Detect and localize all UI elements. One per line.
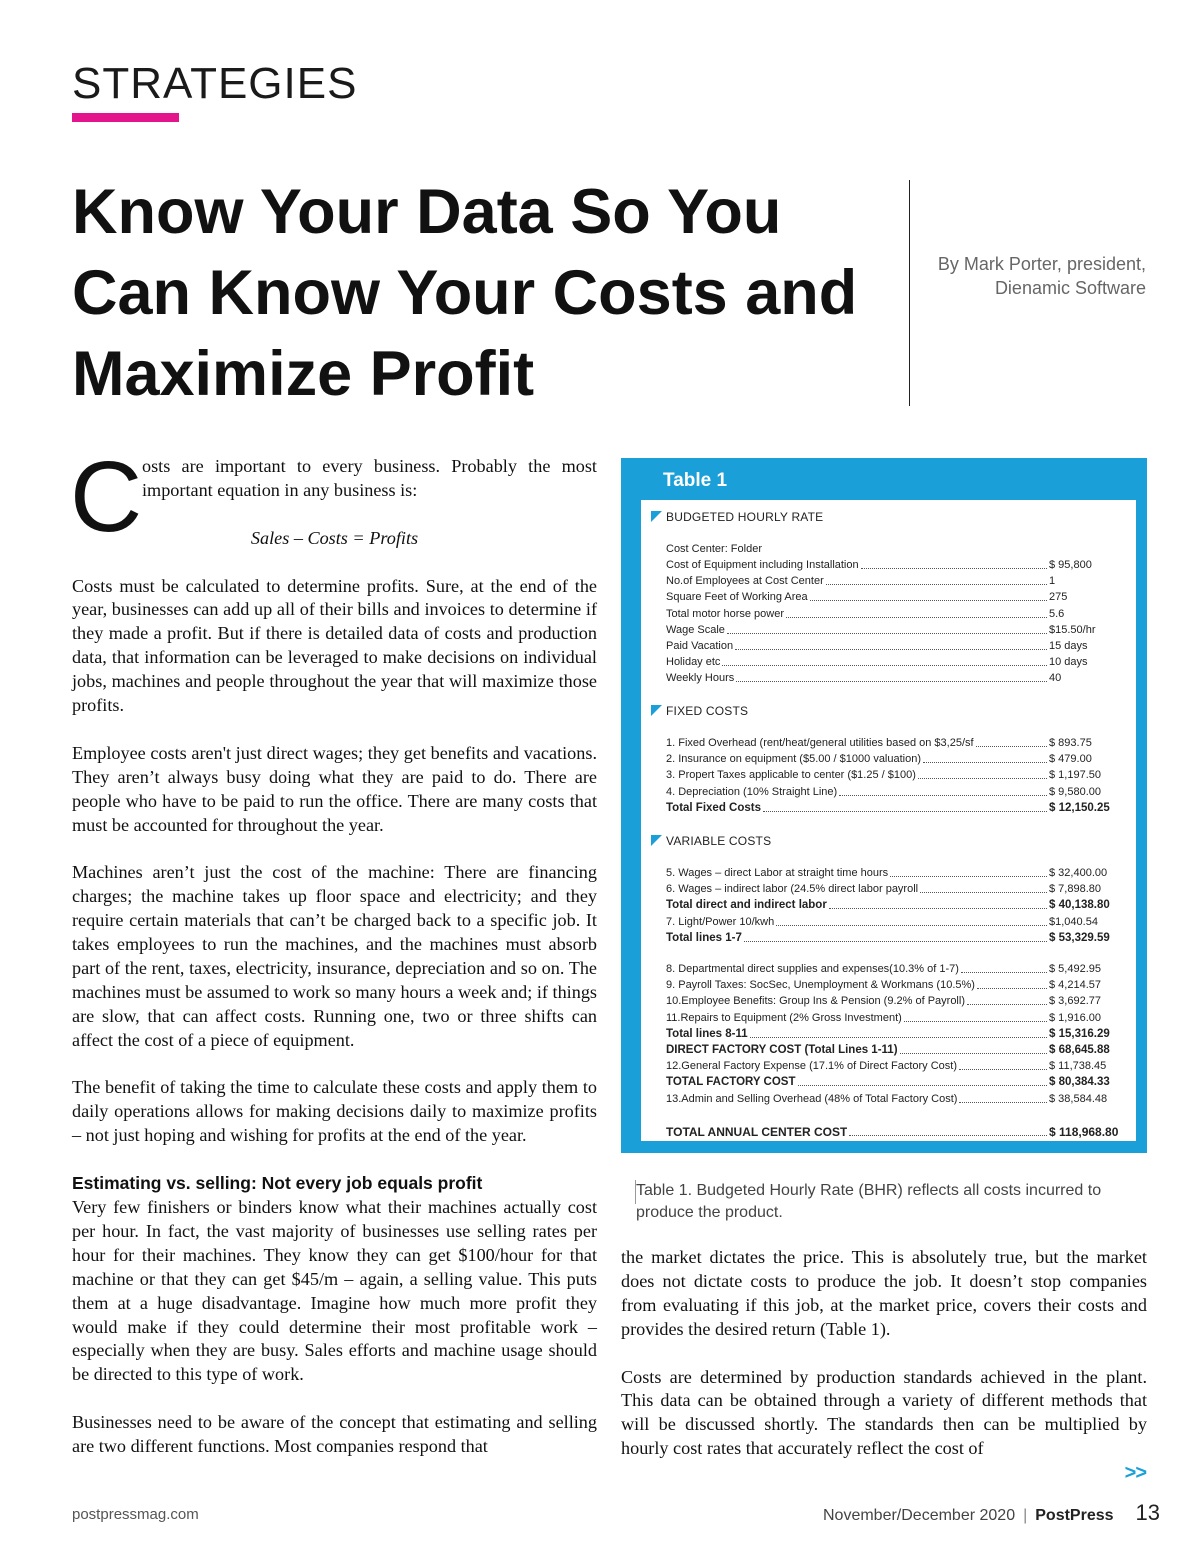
table-row-leader	[977, 978, 1047, 989]
table-row-value: $ 38,584.48	[1049, 1092, 1108, 1105]
intro-text: osts are important to every business. Probably the most important equation in any business is:	[142, 456, 597, 500]
table-row-value: $ 1,197.50	[1049, 769, 1101, 782]
table-row	[666, 801, 1121, 815]
table-row-label: Holiday etc	[666, 656, 721, 669]
table-row	[666, 1027, 1121, 1041]
table-row-leader	[861, 558, 1047, 569]
table-row-value: $ 5,492.95	[1049, 963, 1101, 975]
table-row	[666, 671, 1121, 685]
headline: Know Your Data So You Can Know Your Costs and Maximize Profit	[72, 177, 858, 409]
table-row-label: 6. Wages – indirect labor (24.5% direct labor payroll	[666, 883, 919, 896]
table-row-value: $ 12,150.25	[1049, 801, 1110, 814]
table-row-leader	[826, 574, 1047, 585]
table-row-value: 5.6	[1049, 607, 1065, 620]
table-row	[666, 785, 1121, 799]
table-row-label: 9. Payroll Taxes: SocSec, Unemployment & Workmans (10.5%)	[666, 979, 975, 992]
table-figure	[621, 458, 1147, 1153]
table-row	[666, 866, 1121, 880]
table-row-leader	[776, 915, 1047, 926]
table-row-value: 1	[1049, 575, 1056, 588]
table-row	[666, 574, 1121, 588]
table-row	[666, 1011, 1121, 1025]
subhead: Estimating vs. selling: Not every job equals profit	[72, 1173, 483, 1194]
table-row-label: DIRECT FACTORY COST (Total Lines 1-11)	[666, 1044, 898, 1056]
right-column	[621, 1246, 1147, 1485]
table-row-leader	[798, 1075, 1048, 1086]
table-row-leader	[750, 1027, 1047, 1038]
table-row	[666, 978, 1121, 992]
footer-issue: November/December 2020	[823, 1507, 1016, 1524]
table-row-leader	[849, 1125, 1047, 1136]
table-row-label: 10.Employee Benefits: Group Ins & Pension (9.2% of Payroll)	[666, 995, 965, 1008]
table-row	[666, 1075, 1121, 1089]
table-row-label: 12.General Factory Expense (17.1% of Direct Factory Cost)	[666, 1060, 958, 1073]
table-section-heading: FIXED COSTS	[651, 704, 748, 718]
table-section-heading: VARIABLE COSTS	[651, 834, 771, 848]
table-row-value: $ 4,214.57	[1049, 979, 1101, 992]
table-row	[666, 931, 1121, 945]
table-row	[666, 558, 1121, 572]
table-row	[666, 768, 1121, 782]
table-row	[666, 1125, 1121, 1139]
table-row	[666, 736, 1121, 750]
table-row-value: $ 479.00	[1049, 753, 1092, 766]
body-paragraph: The benefit of taking the time to calculate these costs and apply them to daily operations allows for making decisions daily to maximize profits – not just hoping and wishing for profits at the end of the year.	[72, 1077, 597, 1146]
table-row-leader	[976, 736, 1047, 747]
footer-site: postpressmag.com	[72, 1506, 199, 1523]
table-body	[641, 500, 1136, 1141]
table-row	[666, 962, 1121, 976]
body-paragraph: Businesses need to be aware of the concept that estimating and selling are two different functions. Most companies respond that	[72, 1412, 597, 1457]
table-row-value: $ 893.75	[1049, 737, 1092, 749]
table-row-leader	[923, 752, 1047, 763]
byline: By Mark Porter, president, Dienamic Software	[937, 254, 1146, 298]
table-row	[666, 590, 1121, 604]
table-row-leader	[810, 590, 1047, 601]
left-column	[70, 441, 597, 1483]
continue-arrow-icon: >>	[1124, 1462, 1146, 1484]
table-row-label: 11.Repairs to Equipment (2% Gross Investment)	[666, 1011, 902, 1024]
table-row-label: Weekly Hours	[666, 672, 735, 685]
body-paragraph: Costs are determined by production standards achieved in the plant. This data can be obtained through a variety of different methods that will be discussed shortly. The standards then can be multiplied by hourly cost rates that accurately reflect the cost of	[621, 1366, 1147, 1459]
table-row-leader	[727, 623, 1047, 634]
table-row-value: $ 95,800	[1049, 559, 1092, 571]
table-row-value: $15.50/hr	[1049, 623, 1096, 636]
table-row-label: Total motor horse power	[666, 607, 784, 620]
table-row-label: Square Feet of Working Area	[666, 591, 808, 604]
table-row-value: $1,040.54	[1049, 915, 1098, 928]
table-row	[666, 623, 1121, 637]
table-row-leader	[959, 1059, 1047, 1070]
table-row-value: $ 1,916.00	[1049, 1011, 1101, 1024]
drop-cap: C	[70, 441, 143, 553]
table-row-value: $ 9,580.00	[1049, 785, 1101, 798]
table-row-value: $ 68,645.88	[1049, 1044, 1110, 1056]
table-row-label: Cost of Equipment including Installation	[666, 559, 859, 571]
table-row	[666, 1092, 1121, 1106]
footer-publication: PostPress	[1035, 1507, 1114, 1524]
table-title: Table 1	[663, 470, 728, 491]
section-label: STRATEGIES	[72, 59, 358, 108]
table-row-value: $ 7,898.80	[1049, 883, 1101, 896]
page-number: 13	[1135, 1500, 1160, 1525]
table-row-label: 5. Wages – direct Labor at straight time hours	[666, 867, 889, 879]
table-row-value: 15 days	[1049, 640, 1088, 652]
equation: Sales – Costs = Profits	[250, 527, 419, 548]
section-accent-bar	[72, 113, 179, 122]
table-row-value: $ 118,968.80	[1049, 1125, 1119, 1139]
table-row-leader	[735, 639, 1047, 650]
table-row-value: $ 40,138.80	[1049, 899, 1110, 912]
table-row-label: TOTAL FACTORY COST	[666, 1076, 796, 1089]
table-row-label: TOTAL ANNUAL CENTER COST	[666, 1125, 848, 1139]
table-row-leader	[920, 882, 1047, 893]
body-paragraph: Costs must be calculated to determine profits. Sure, at the end of the year, businesses can add up all of their bills and invoices to determine if they made a profit. But if there is detailed data of costs and production data, that information can be leveraged to make decisions on individual jobs, machines and people throughout the year that will maximize those profits.	[72, 575, 597, 716]
table-cost-center-label: Cost Center: Folder	[666, 543, 762, 555]
table-row-leader	[736, 671, 1047, 682]
body-paragraph: Employee costs aren't just direct wages; they get benefits and vacations. They aren’t always busy doing what they are paid to do. There are people who have to be paid to run the office. There are many costs that must be accounted for throughout the year.	[72, 742, 597, 835]
table-row-leader	[763, 801, 1047, 812]
table-caption: Table 1. Budgeted Hourly Rate (BHR) reflects all costs incurred to produce the product.	[636, 1182, 1102, 1221]
table-row	[666, 915, 1121, 929]
table-row-label: 13.Admin and Selling Overhead (48% of Total Factory Cost)	[666, 1092, 958, 1105]
table-row-leader	[918, 768, 1047, 779]
table-row-value: 40	[1049, 672, 1062, 685]
body-paragraph: the market dictates the price. This is absolutely true, but the market does not dictate costs to produce the job. It doesn’t stop companies from evaluating if this job, at the market price, covers their costs and provides the desired return (Table 1).	[621, 1247, 1147, 1339]
table-row-label: 1. Fixed Overhead (rent/heat/general utilities based on $3,25/sf	[666, 737, 974, 749]
table-row-leader	[961, 962, 1047, 973]
table-row-label: 8. Departmental direct supplies and expenses(10.3% of 1-7)	[666, 963, 959, 975]
table-row-leader	[967, 994, 1047, 1005]
table-row-leader	[839, 785, 1047, 796]
table-row-label: Total lines 1-7	[666, 931, 742, 944]
table-row-label: 7. Light/Power 10/kwh	[666, 915, 775, 928]
table-row-value: 275	[1049, 591, 1068, 604]
table-row-value: $ 3,692.77	[1049, 995, 1101, 1008]
table-row-label: Total lines 8-11	[666, 1027, 748, 1040]
headline-divider	[909, 180, 910, 406]
table-row-label: 3. Propert Taxes applicable to center ($1.25 / $100)	[666, 769, 916, 782]
table-row-value: $ 11,738.45	[1049, 1060, 1107, 1073]
table-row-value: $ 80,384.33	[1049, 1076, 1110, 1089]
body-paragraph: Machines aren’t just the cost of the machine: There are financing charges; the machine takes up floor space and electricity; and they require certain materials that can’t be charged back to a specific job. It takes employees to run the machines, and the machines must absorb part of the rent, taxes, electricity, insurance, depreciation and so on. The machines must be assumed to work so many hours a week and; if things are slow, that can affect costs. Running one, two or three shifts can affect the cost of a piece of equipment.	[72, 862, 597, 1050]
table-row	[666, 994, 1121, 1008]
table-row-leader	[786, 607, 1047, 618]
table-section-heading: BUDGETED HOURLY RATE	[651, 510, 823, 524]
table-row-leader	[722, 655, 1047, 666]
table-row-label: Paid Vacation	[666, 640, 734, 652]
table-row-value: 10 days	[1049, 656, 1088, 669]
table-row-label: No.of Employees at Cost Center	[666, 575, 824, 588]
table-row	[666, 898, 1121, 912]
table-row-leader	[744, 931, 1047, 942]
footer-issue-info	[823, 1500, 1160, 1526]
table-row	[666, 1059, 1121, 1073]
table-row	[666, 752, 1121, 766]
table-row	[666, 639, 1121, 653]
table-row	[666, 607, 1121, 621]
table-row-value: $ 53,329.59	[1049, 931, 1110, 944]
table-row-label: Wage Scale	[666, 623, 725, 636]
body-paragraph: Very few finishers or binders know what their machines actually cost per hour. In fact, the vast majority of businesses use selling rates per hour for their machines. They know they can get $100/hour for that machine or that they can get $45/m – again, a selling value. This puts them at a huge disadvantage. Imagine how much more profit they would make if they could determine their most profitable work – especially when they are busy. Sales efforts and machine usage should be directed to this type of work.	[72, 1197, 597, 1385]
table-row-label: Total Fixed Costs	[666, 801, 761, 814]
table-row-value: $ 15,316.29	[1049, 1027, 1110, 1040]
table-row-label: Total direct and indirect labor	[666, 899, 827, 912]
table-row-label: 2. Insurance on equipment ($5.00 / $1000 valuation)	[666, 753, 922, 766]
table-row-leader	[959, 1092, 1047, 1103]
table-row-leader	[900, 1043, 1047, 1054]
table-row-leader	[829, 898, 1047, 909]
table-row-value: $ 32,400.00	[1049, 867, 1108, 879]
table-row	[666, 655, 1121, 669]
table-row-leader	[890, 866, 1047, 877]
table-row-leader	[904, 1011, 1047, 1022]
table-row	[666, 882, 1121, 896]
table-row-label: 4. Depreciation (10% Straight Line)	[666, 785, 838, 798]
footer-separator: |	[1023, 1507, 1028, 1524]
table-row	[666, 1043, 1121, 1057]
